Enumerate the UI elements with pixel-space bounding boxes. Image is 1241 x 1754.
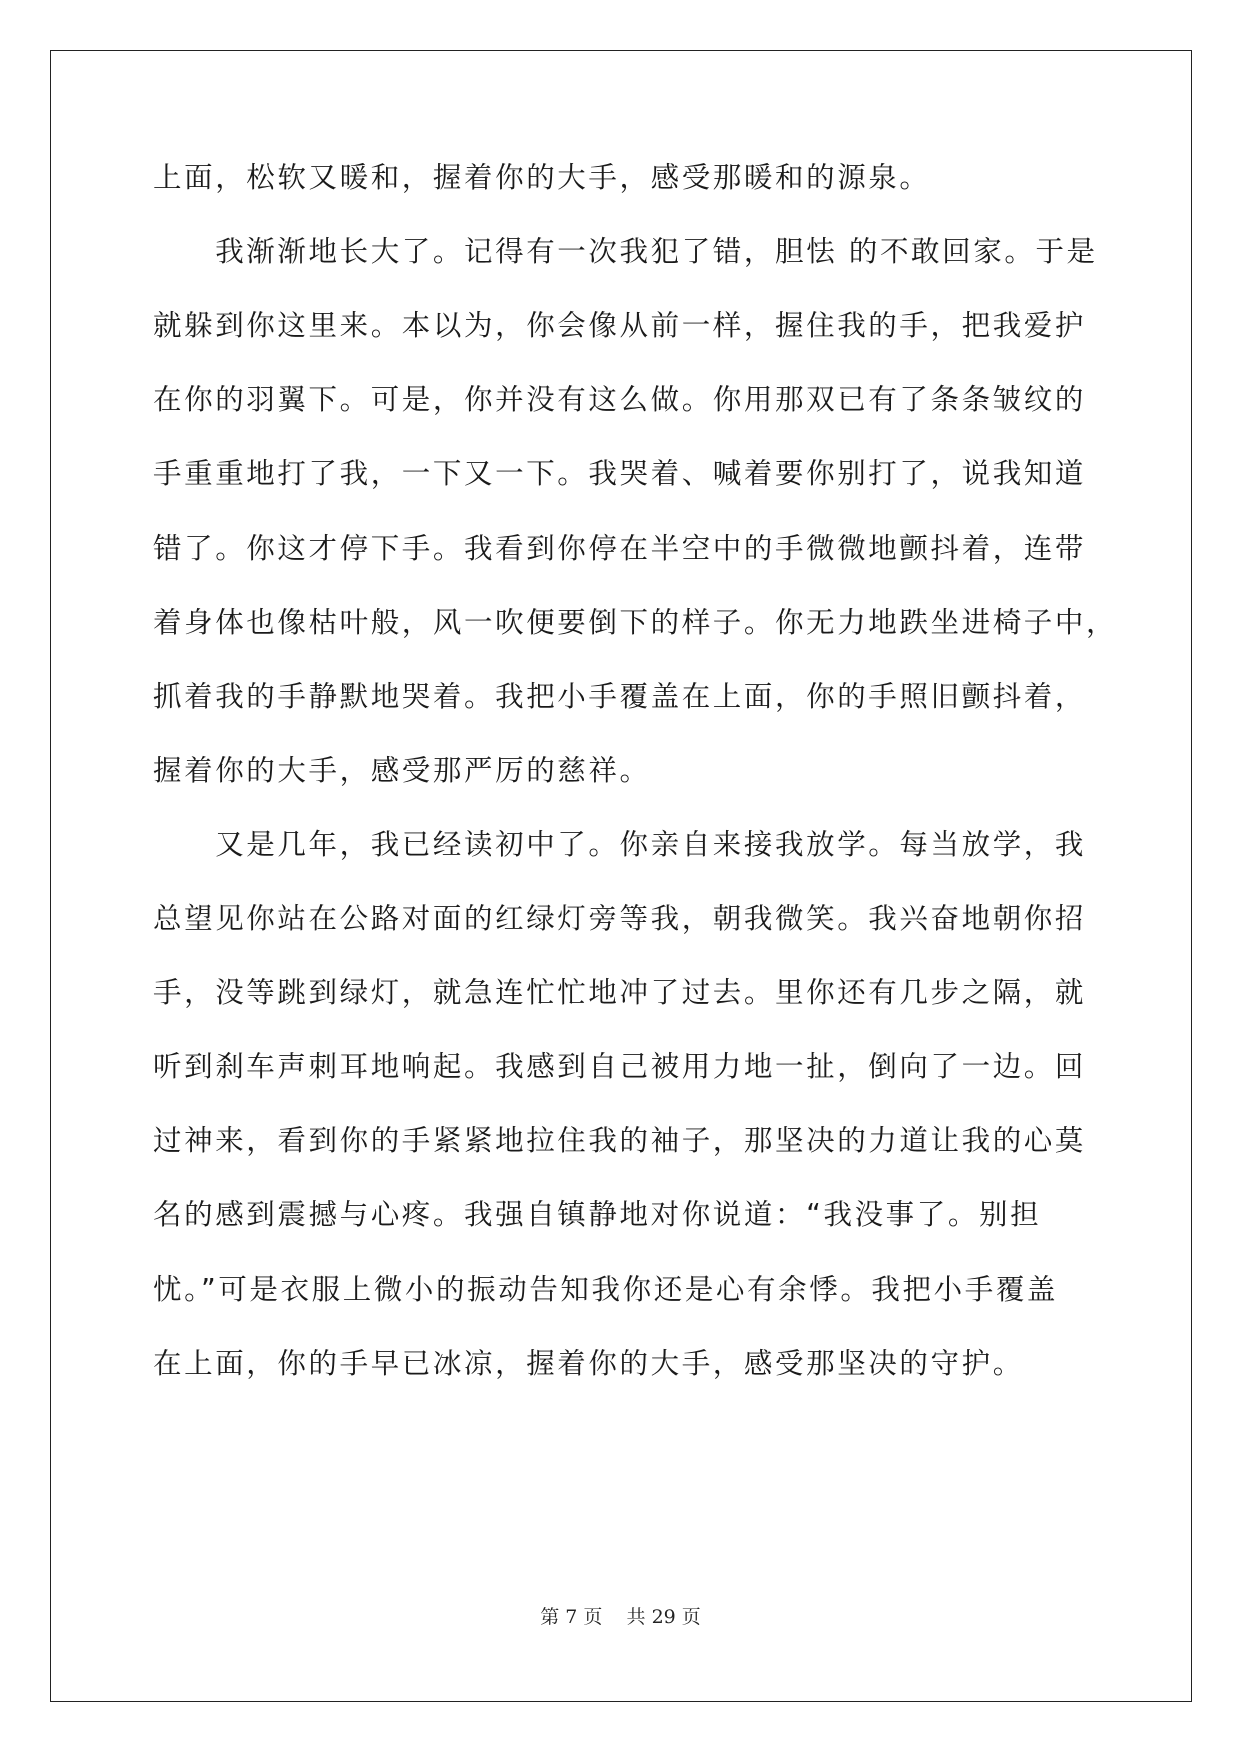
page-number: 第 7 页 bbox=[540, 1606, 603, 1628]
text-line: 又是几年，我已经读初中了。你亲自来接我放学。每当放学，我 bbox=[153, 828, 1087, 861]
text-line: 上面，松软又暖和，握着你的大手，感受那暖和的源泉。 bbox=[153, 161, 931, 194]
text-line: 忧。”可是衣服上微小的振动告知我你还是心有余悸。我把小手覆盖 bbox=[153, 1273, 1059, 1306]
text-line: 我渐渐地长大了。记得有一次我犯了错，胆怯 的不敢回家。于是 bbox=[153, 235, 1098, 268]
page-border bbox=[50, 50, 1192, 1702]
text-line: 在上面，你的手早已冰凉，握着你的大手，感受那坚决的守护。 bbox=[153, 1347, 1024, 1380]
text-line: 握着你的大手，感受那严厉的慈祥。 bbox=[153, 754, 651, 787]
text-line: 就躲到你这里来。本以为，你会像从前一样，握住我的手，把我爱护 bbox=[153, 309, 1087, 342]
text-line: 抓着我的手静默地哭着。我把小手覆盖在上面，你的手照旧颤抖着， bbox=[153, 680, 1087, 713]
text-line: 手重重地打了我，一下又一下。我哭着、喊着要你别打了，说我知道 bbox=[153, 457, 1087, 490]
text-line: 错了。你这才停下手。我看到你停在半空中的手微微地颤抖着，连带 bbox=[153, 532, 1087, 565]
page-footer bbox=[0, 1604, 1241, 1630]
text-line: 名的感到震撼与心疼。我强自镇静地对你说道：“我没事了。别担 bbox=[153, 1198, 1042, 1231]
page-total: 共 29 页 bbox=[626, 1606, 701, 1628]
text-line: 听到刹车声刺耳地响起。我感到自己被用力地一扯，倒向了一边。回 bbox=[153, 1050, 1087, 1083]
text-line: 手，没等跳到绿灯，就急连忙忙地冲了过去。里你还有几步之隔，就 bbox=[153, 976, 1087, 1009]
text-line: 着身体也像枯叶般，风一吹便要倒下的样子。你无力地跌坐进椅子中， bbox=[153, 606, 1118, 639]
text-line: 总望见你站在公路对面的红绿灯旁等我，朝我微笑。我兴奋地朝你招 bbox=[153, 902, 1087, 935]
text-line: 过神来，看到你的手紧紧地拉住我的袖子，那坚决的力道让我的心莫 bbox=[153, 1124, 1087, 1157]
text-line: 在你的羽翼下。可是，你并没有这么做。你用那双已有了条条皱纹的 bbox=[153, 383, 1087, 416]
